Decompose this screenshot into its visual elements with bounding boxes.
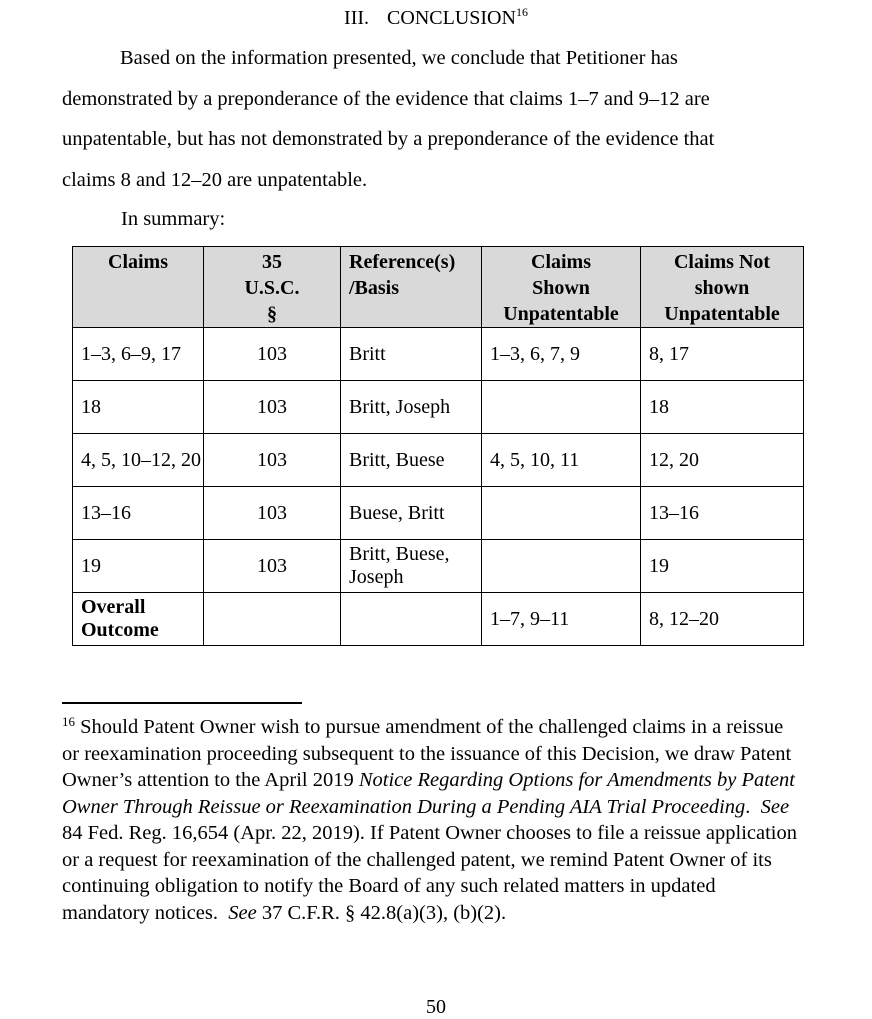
cell-references: Buese, Britt — [341, 487, 482, 540]
conclusion-text: Based on the information presented, we conclude that Petitioner has demonstrated by a preponderance of the evidence that claims 1–7 and 9–12 are unpatentable, but has not demonstrated by a preponderance of the evidence that claims 8 and 12–20 are unpatentable. — [62, 47, 715, 192]
header-references: Reference(s) /Basis — [341, 247, 482, 328]
section-number: III. — [344, 7, 370, 29]
cell-references: Britt, Buese, Joseph — [341, 540, 482, 593]
table-row — [73, 540, 804, 593]
footnote-divider — [62, 702, 302, 704]
table-row — [73, 381, 804, 434]
cell-claims-not-shown: 18 — [641, 381, 804, 434]
conclusion-paragraph — [62, 38, 752, 201]
section-heading — [0, 4, 872, 32]
cell-references: Britt, Buese — [341, 434, 482, 487]
footnote-text-3: 84 Fed. Reg. 16,654 (Apr. 22, 2019). If Patent Owner chooses to file a reissue application or a request for reexamination of the challenged patent, we remind Patent Owner of its continuing obligation to notify the Board of any such related matters in updated mandatory notices. — [62, 822, 797, 924]
cell-claims-not-shown: 8, 12–20 — [641, 593, 804, 646]
cell-claims-shown: 4, 5, 10, 11 — [482, 434, 641, 487]
footnote-see-1: See — [760, 795, 790, 818]
cell-usc: 103 — [204, 434, 341, 487]
cell-claims: 1–3, 6–9, 17 — [73, 328, 204, 381]
table-row — [73, 434, 804, 487]
cell-usc: 103 — [204, 487, 341, 540]
cell-claims: Overall Outcome — [73, 593, 204, 646]
cell-usc: 103 — [204, 381, 341, 434]
page-number: 50 — [426, 996, 446, 1018]
header-usc: 35 U.S.C. § — [204, 247, 341, 328]
footnote-text-4: 37 C.F.R. § 42.8(a)(3), (b)(2). — [261, 901, 507, 924]
cell-claims-not-shown: 12, 20 — [641, 434, 804, 487]
cell-usc: 103 — [204, 328, 341, 381]
header-claims-not-shown: Claims Not shown Unpatentable — [641, 247, 804, 328]
cell-claims: 18 — [73, 381, 204, 434]
table-row — [73, 593, 804, 646]
cell-usc — [204, 593, 341, 646]
cell-claims-shown — [482, 540, 641, 593]
footnote-ref: 16 — [515, 5, 528, 19]
summary-table — [72, 246, 804, 646]
cell-references: Britt, Joseph — [341, 381, 482, 434]
cell-claims-not-shown: 13–16 — [641, 487, 804, 540]
cell-claims: 19 — [73, 540, 204, 593]
cell-usc: 103 — [204, 540, 341, 593]
cell-claims-shown — [482, 381, 641, 434]
cell-references — [341, 593, 482, 646]
table-row — [73, 328, 804, 381]
cell-claims: 13–16 — [73, 487, 204, 540]
footnote-see-2: See — [228, 901, 257, 924]
header-claims: Claims — [73, 247, 204, 328]
cell-claims: 4, 5, 10–12, 20 — [73, 434, 204, 487]
footnote — [62, 714, 802, 926]
cell-claims-shown: 1–7, 9–11 — [482, 593, 641, 646]
table-row — [73, 487, 804, 540]
table-header-row — [73, 247, 804, 328]
footnote-notice-title: Notice Regarding Options for Amendments by Patent Owner Through Reissue or Reexamination During a Pending AIA Trial Proceeding — [62, 769, 795, 818]
footnote-text-2: . — [745, 795, 751, 818]
section-title: CONCLUSION — [387, 7, 516, 29]
cell-claims-shown — [482, 487, 641, 540]
cell-claims-not-shown: 8, 17 — [641, 328, 804, 381]
header-claims-shown: Claims Shown Unpatentable — [482, 247, 641, 328]
footnote-text-1: Should Patent Owner wish to pursue amendment of the challenged claims in a reissue or reexamination proceeding subsequent to the issuance of this Decision, we draw Patent Owner’s attention to the April 2019 — [62, 716, 792, 791]
cell-claims-not-shown: 19 — [641, 540, 804, 593]
summary-label: In summary: — [121, 208, 226, 230]
cell-references: Britt — [341, 328, 482, 381]
footnote-number: 16 — [62, 714, 75, 729]
cell-claims-shown: 1–3, 6, 7, 9 — [482, 328, 641, 381]
